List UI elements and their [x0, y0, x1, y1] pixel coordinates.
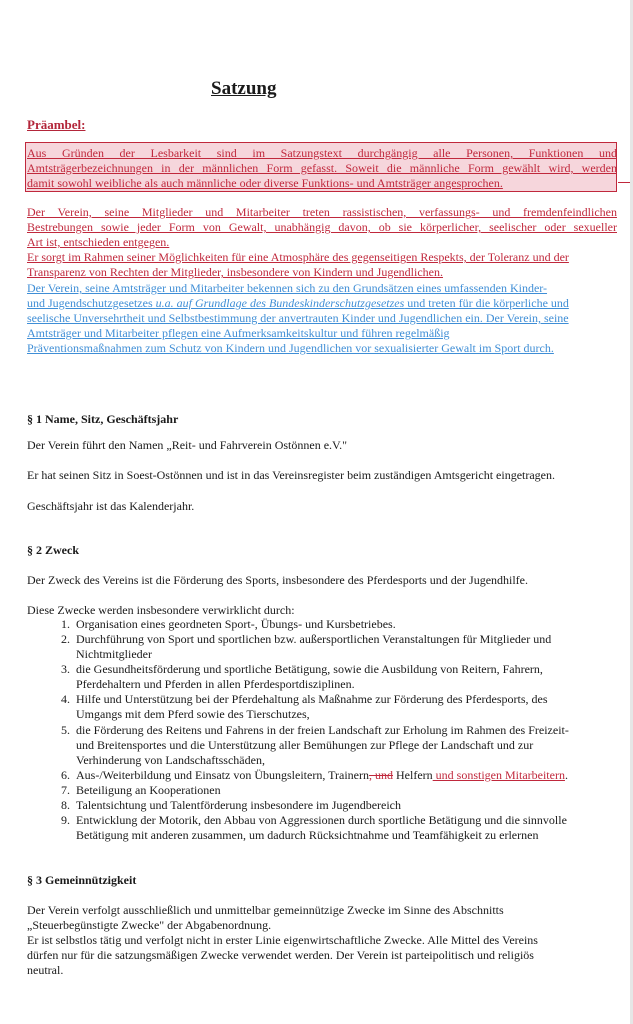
comment-anchor-line [618, 182, 630, 183]
list-item-continued: Umgangs mit dem Pferd sowie des Tierschutzes, [76, 707, 310, 721]
document-title: Satzung [211, 78, 277, 99]
section-3-line: dürfen nur für die satzungsmäßigen Zwecke verwendet werden. Der Verein ist parteipolitisch und religiös [27, 948, 534, 962]
list-item-continued: Verhinderung von Landschaftsschäden, [76, 753, 265, 767]
list-item: Beteiligung an Kooperationen [76, 783, 221, 797]
section-2-paragraph: Diese Zwecke werden insbesondere verwirklicht durch: [27, 603, 295, 617]
list-number: 5. [61, 723, 70, 737]
preamble-blue-line: Amtsträger und Mitarbeiter pflegen eine Aufmerksamkeitskultur und führen regelmäßig [27, 326, 450, 340]
preamble-red-line: Bestrebungen sowie jeder Form von Gewalt, unabhängig davon, ob sie körperlicher, seelischer oder sexueller [27, 220, 617, 234]
section-3-line: „Steuerbegünstigte Zwecke" der Abgabenordnung. [27, 918, 272, 932]
list-number: 2. [61, 632, 70, 646]
blue-text: und Jugendschutzgesetzes [27, 296, 156, 310]
section-1-paragraph: Der Verein führt den Namen „Reit- und Fahrverein Ostönnen e.V." [27, 438, 348, 452]
list-number: 6. [61, 768, 70, 782]
item-text: Aus-/Weiterbildung und Einsatz von Übungsleitern, Trainern [76, 768, 369, 782]
list-item: Organisation eines geordneten Sport-, Übungs- und Kursbetriebes. [76, 617, 396, 631]
list-item: Talentsichtung und Talentförderung insbesondere im Jugendbereich [76, 798, 402, 812]
deleted-text: , und [369, 768, 393, 782]
list-number: 3. [61, 662, 70, 676]
list-item: Entwicklung der Motorik, den Abbau von Aggressionen durch sportliche Betätigung und die sinnvolle [76, 813, 567, 827]
list-item: die Gesundheitsförderung und sportliche Betätigung, sowie die Ausbildung von Reitern, Fahrern, [76, 662, 543, 676]
section-2-paragraph: Der Zweck des Vereins ist die Förderung des Sports, insbesondere des Pferdesports und der Jugendhilfe. [27, 573, 529, 587]
list-item-tracked-change [76, 768, 568, 783]
list-item-continued: Pferdehaltern und Pferden in allen Pferdesportdisziplinen. [76, 677, 355, 691]
preamble-box-line: Amtsträgerbezeichnungen in der männlichen Form gefasst. Soweit die männliche Form gewählt wird, werden [27, 161, 617, 175]
preamble-heading: Präambel: [27, 117, 86, 132]
preamble-blue-line: seelische Unversehrtheit und Selbstbestimmung der anvertrauten Kinder und Jugendlichen ein. Der Verein, seine [27, 311, 569, 325]
section-1-paragraph: Geschäftsjahr ist das Kalenderjahr. [27, 499, 195, 513]
list-number: 7. [61, 783, 70, 797]
item-text: . [564, 768, 568, 782]
list-item: die Förderung des Reitens und Fahrens in der freien Landschaft zur Erholung im Rahmen des Freizeit- [76, 723, 569, 737]
section-2-heading: § 2 Zweck [27, 543, 79, 557]
preamble-box-line: Aus Gründen der Lesbarkeit sind im Satzungstext durchgängig alle Personen, Funktionen und [27, 146, 617, 160]
preamble-red-line: Art ist, entschieden entgegen. [27, 235, 170, 249]
preamble-blue-line [27, 296, 617, 311]
item-text: Helfern [393, 768, 433, 782]
preamble-box-line: damit sowohl weibliche als auch männliche oder diverse Funktions- und Amtsträger angesprochen. [27, 176, 503, 190]
preamble-red-line: Der Verein, seine Mitglieder und Mitarbeiter treten rassistischen, verfassungs- und fremdenfeindlichen [27, 205, 617, 219]
list-item-continued: und Breitensportes und die Unterstützung aller Bemühungen zur Pflege der Landschaft und zur [76, 738, 534, 752]
section-3-heading: § 3 Gemeinnützigkeit [27, 873, 137, 887]
preamble-blue-line: Der Verein, seine Amtsträger und Mitarbeiter bekennen sich zu den Grundsätzen eines umfassenden Kinder- [27, 281, 548, 295]
section-1-paragraph: Er hat seinen Sitz in Soest-Ostönnen und ist in das Vereinsregister beim zuständigen Amtsgericht eingetragen. [27, 468, 555, 482]
list-number: 9. [61, 813, 70, 827]
blue-italic-text: u.a. auf Grundlage des Bundeskinderschutzgesetzes [155, 296, 405, 310]
section-3-line: Der Verein verfolgt ausschließlich und unmittelbar gemeinnützige Zwecke im Sinne des Abschnitts [27, 903, 504, 917]
preamble-red-line: Transparenz von Rechten der Mitglieder, insbesondere von Kindern und Jugendlichen. [27, 265, 443, 279]
blue-text: und treten für die körperliche und [404, 296, 569, 310]
list-item: Hilfe und Unterstützung bei der Pferdehaltung als Maßnahme zur Förderung des Pferdesports, des [76, 692, 548, 706]
section-3-line: neutral. [27, 963, 64, 977]
preamble-red-line: Er sorgt im Rahmen seiner Möglichkeiten für eine Atmosphäre des gegenseitigen Respekts, der Toleranz und der [27, 250, 569, 264]
list-number: 8. [61, 798, 70, 812]
inserted-text: und sonstigen Mitarbeitern [432, 768, 565, 782]
list-number: 1. [61, 617, 70, 631]
section-3-line: Er ist selbstlos tätig und verfolgt nicht in erster Linie eigenwirtschaftliche Zwecke. Alle Mittel des Vereins [27, 933, 538, 947]
list-item-continued: Nichtmitglieder [76, 647, 152, 661]
section-1-heading: § 1 Name, Sitz, Geschäftsjahr [27, 412, 179, 426]
preamble-blue-line: Präventionsmaßnahmen zum Schutz von Kindern und Jugendlichen vor sexualisierter Gewalt im Sport durch. [27, 341, 554, 355]
list-item: Durchführung von Sport und sportlichen bzw. außersportlichen Veranstaltungen für Mitglieder und [76, 632, 552, 646]
list-item-continued: Betätigung mit anderen zusammen, um dadurch Rücksichtnahme und Teamfähigkeit zu erlernen [76, 828, 539, 842]
list-number: 4. [61, 692, 70, 706]
